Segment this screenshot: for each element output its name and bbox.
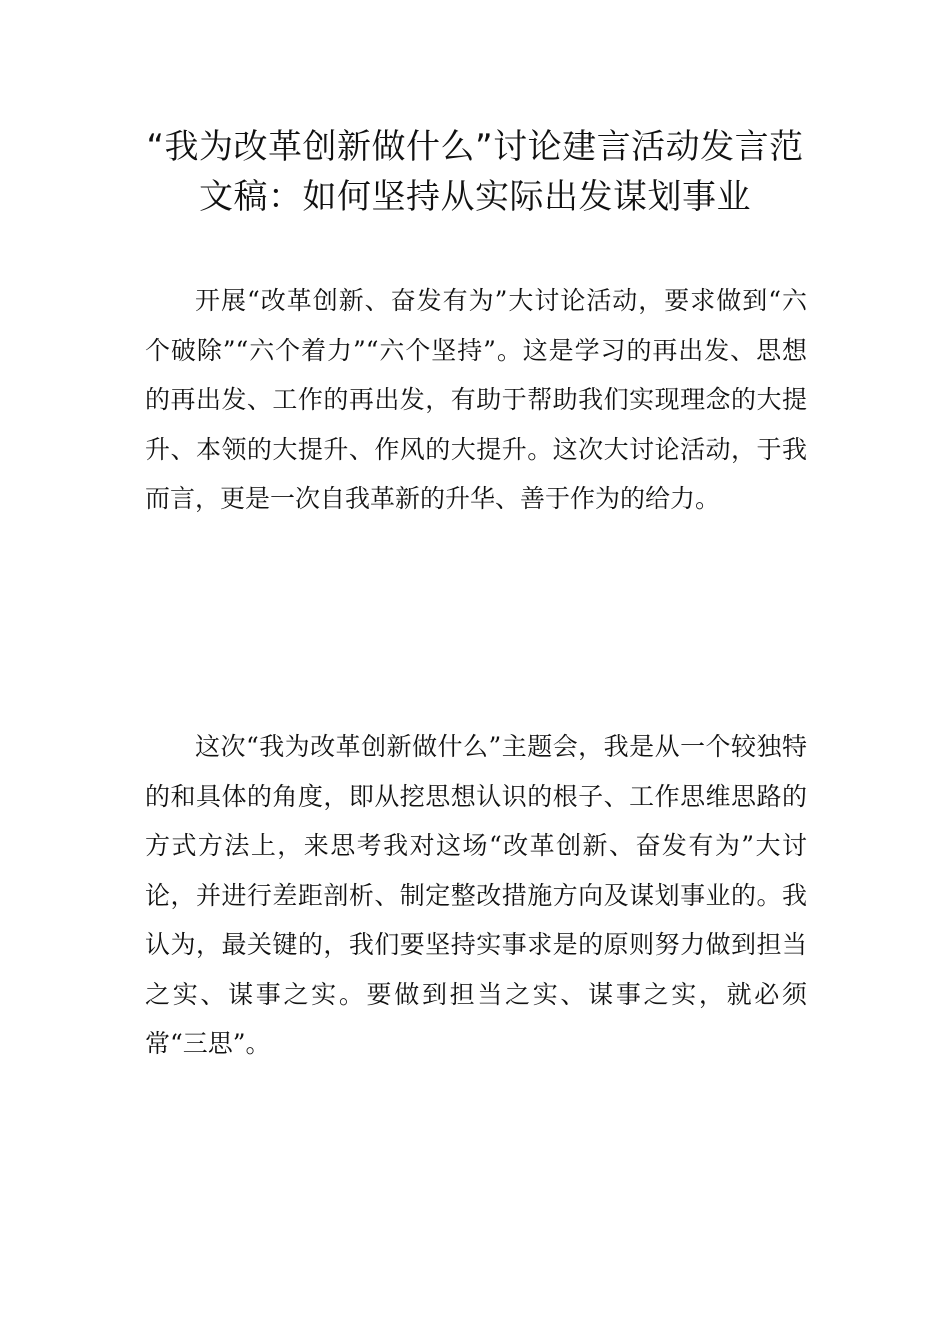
- body-paragraph-1: 开展“改革创新、奋发有为”大讨论活动，要求做到“六个破除”“六个着力”“六个坚持”。这是学习的再出发、思想的再出发、工作的再出发，有助于帮助我们实现理念的大提升、本领的大提升、作风的大提升。这次大讨论活动，于我而言，更是一次自我革新的升华、善于作为的给力。: [145, 286, 807, 513]
- document-title: “我为改革创新做什么”讨论建言活动发言范文稿：如何坚持从实际出发谋划事业: [146, 127, 804, 217]
- body-paragraph-2: 这次“我为改革创新做什么”主题会，我是从一个较独特的和具体的角度，即从挖思想认识的根子、工作思维思路的方式方法上，来思考我对这场“改革创新、奋发有为”大讨论，并进行差距剖析、制定整改措施方向及谋划事业的。我认为，最关键的，我们要坚持实事求是的原则努力做到担当之实、谋事之实。要做到担当之实、谋事之实，就必须常“三思”。: [145, 732, 807, 1058]
